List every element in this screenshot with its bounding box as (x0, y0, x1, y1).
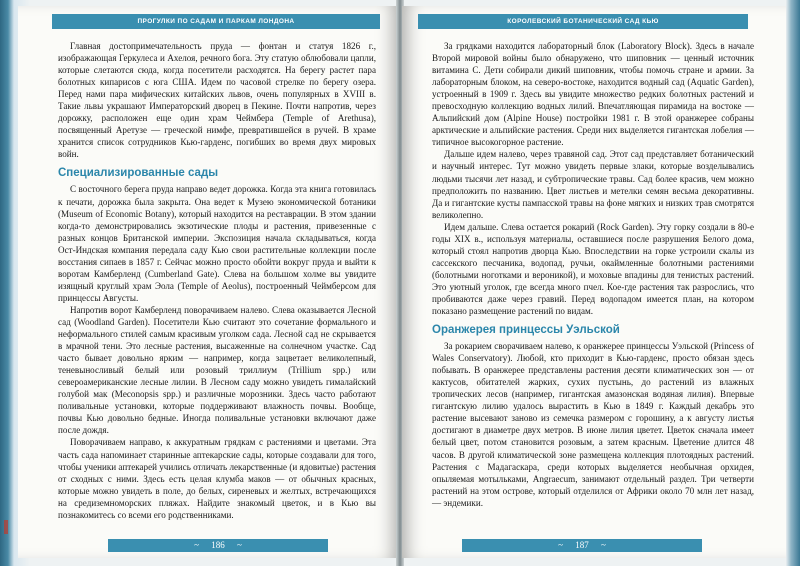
paragraph: Идем дальше. Слева остается рокарий (Rock Garden). Эту горку создали в 80-е годы XIX в., используя материалы, оставшиеся после разрушения Белого дома, который стоял напротив дворца Кью. Впоследствии на горке устроили скалы из сассекского песчаника, водопад, ручьи, окаймленные болотными растениями (болотными ноготками и вероникой), и моховые впадины для тенистых растений. Это уютный уголок, где всегда много пчел. Кое-где растения так разрослись, что пробиваются даже через гравий. Перед водопадом имеется план, на котором показано размещение растений по видам. (432, 221, 754, 317)
book-edge (786, 0, 800, 566)
page-number-right: ~ 187 ~ (462, 539, 702, 552)
page-number-left: ~ 186 ~ (108, 539, 328, 552)
page-number-value: 186 (201, 540, 235, 550)
paragraph: С восточного берега пруда направо ведет дорожка. Когда эта книга готовилась к печати, дорожка была закрыта. Она ведет к Музею экономической ботаники (Museum of Economic Botany), который находится на реставрации. В этом здании когда-то демонстрировались экзотические плоды и растения, привезенные с разных концов Британской империи. Экспозиция начала складываться, когда Ост-Индская компания передала саду Кью свои растительные коллекции после восстания сипаев в 1857 г. Сейчас можно просто обойти вокруг пруда и выйти к воротам Камберленд (Cumberland Gate). Слева на большом холме вы увидите изящный круглый храм Эола (Temple of Aeolus), построенный Чеймберсом для принцессы Августы. (58, 184, 376, 303)
left-page (18, 6, 398, 558)
bookmark-tab (4, 520, 8, 534)
running-head-right: КОРОЛЕВСКИЙ БОТАНИЧЕСКИЙ САД КЬЮ (418, 14, 748, 29)
paragraph: Поворачиваем направо, к аккуратным грядкам с растениями и цветами. Эта часть сада напоминает старинные аптекарские сады, которые создавали для того, чтобы ученики аптекарей учились отличать лекарственные (и ядовитые) растения от сходных с ними. Здесь есть целая клумба маков — от обычных красных, которые можно увидеть в поле, до белых, сиреневых и желтых, встречающихся на средиземноморских пляжах. Найдите знакомый цветок, и в Кью вы познакомитесь со всеми его родственниками. (58, 437, 376, 520)
paragraph: Главная достопримечательность пруда — фонтан и статуя 1826 г., изображающая Геркулеса и Ахелоя, речного бога. Эту статую облюбовали цапли, которые слетаются сюда, когда посетители расходятся. На берегу растет пара болотных кипарисов с юга США. Идем по часовой стрелке по берегу озера. Перед нами пара мифических китайских львов, очень популярных в XVIII в. Такие львы украшают Императорский дворец в Пекине. Почти напротив, через дорожку, расположен еще один храм Чеймбера (Temple of Arethusa), посвященный Аретузе — греческой нимфе, превратившейся в ручей. В храме хранится список сотрудников Кью-гарденс, погибших во время двух мировых войн. (58, 41, 376, 160)
running-head-left: ПРОГУЛКИ ПО САДАМ И ПАРКАМ ЛОНДОНА (52, 14, 380, 29)
right-page (402, 6, 786, 558)
paragraph: За грядками находится лабораторный блок (Laboratory Block). Здесь в начале Второй мировой войны было обнаружено, что шиповник — ценный источник витамина С. Дети собирали дикий шиповник, чтобы помочь стране и армии. За лабораторным блоком, на северо-востоке, находится водный сад (Aquatic Garden), устроенный в 1909 г. Здесь вы увидите множество редких болотных растений и превосходную коллекцию водных лилий. Впечатляющая пирамида на востоке — Альпийский дом (Alpine House) постройки 1981 г. В этой оранжерее собраны арктические и альпийские растения. Среди них выделяется гигантская лобелия — типичное высокогорное растение. (432, 41, 754, 148)
paragraph: За рокарием сворачиваем налево, к оранжерее принцессы Уэльской (Princess of Wales Conservatory). Любой, кто приходит в Кью-гарденс, просто обязан здесь побывать. В оранжерее представлены растения десяти климатических зон — от кактусов, обитателей жарких, сухих пустынь, до растений из влажных тропических лесов (например, гигантская амазонская водяная лилия). Впервые гигантскую лилию удалось вырастить в Кью в 1849 г. Каждый декабрь это растение высевают заново из семечка размером с горошину, а к августу листья достигают в диаметре двух метров. В июне лилия цветет. Цветок сначала имеет белый цвет, потом становится розовым, а затем красным. Цветение длится 48 часов. В другой климатической зоне размещена коллекция плотоядных растений. Растения с Мадагаскара, среди которых выделяется необычная орхидея, опыляемая мотыльками, Angraecum, занимают отдельный раздел. Три четверти растений на этом острове, который отделился от Африки около 70 млн лет назад, — эндемики. (432, 341, 754, 508)
section-heading: Специализированные сады (58, 167, 219, 180)
paragraph: Напротив ворот Камберленд поворачиваем налево. Слева оказывается Лесной сад (Woodland Garden). Посетители Кью считают это сочетание формального и неформального стилей самым красивым уголком сада. Лесной сад не скрывается в мрачной тени. Это лесные растения, высаженные на солнечном участке. Сад часто бывает довольно ярким — например, когда зацветает великолепный, теневыносливый белый или розовый триллиум (Trillium spp.) или североамериканские лесные лилии. В Лесном саду можно увидеть гималайский голубой мак (Meconopsis spp.) и различные морозники. Здесь часто работают поливальные установки, которые поддерживают влажность почвы. Вообще, почвы Кью довольно бедные. Иногда поливальные установки включают даже после дождя. (58, 304, 376, 436)
right-page-text (432, 40, 754, 509)
paragraph: Дальше идем налево, через травяной сад. Этот сад представляет ботанический и научный интерес. Тут можно увидеть первые злаки, которые возделывались людьми тысячи лет назад, и субтропические травы. Сад более красив, чем можно предположить по названию. Цвет листьев и метелки семян весьма декоративны. Да и гигантские кусты пампасской травы на фоне мягких и низких трав смотрятся великолепно. (432, 149, 754, 220)
left-page-text (58, 40, 376, 521)
page-number-value: 187 (565, 540, 599, 550)
section-heading: Оранжерея принцессы Уэльской (432, 324, 620, 337)
